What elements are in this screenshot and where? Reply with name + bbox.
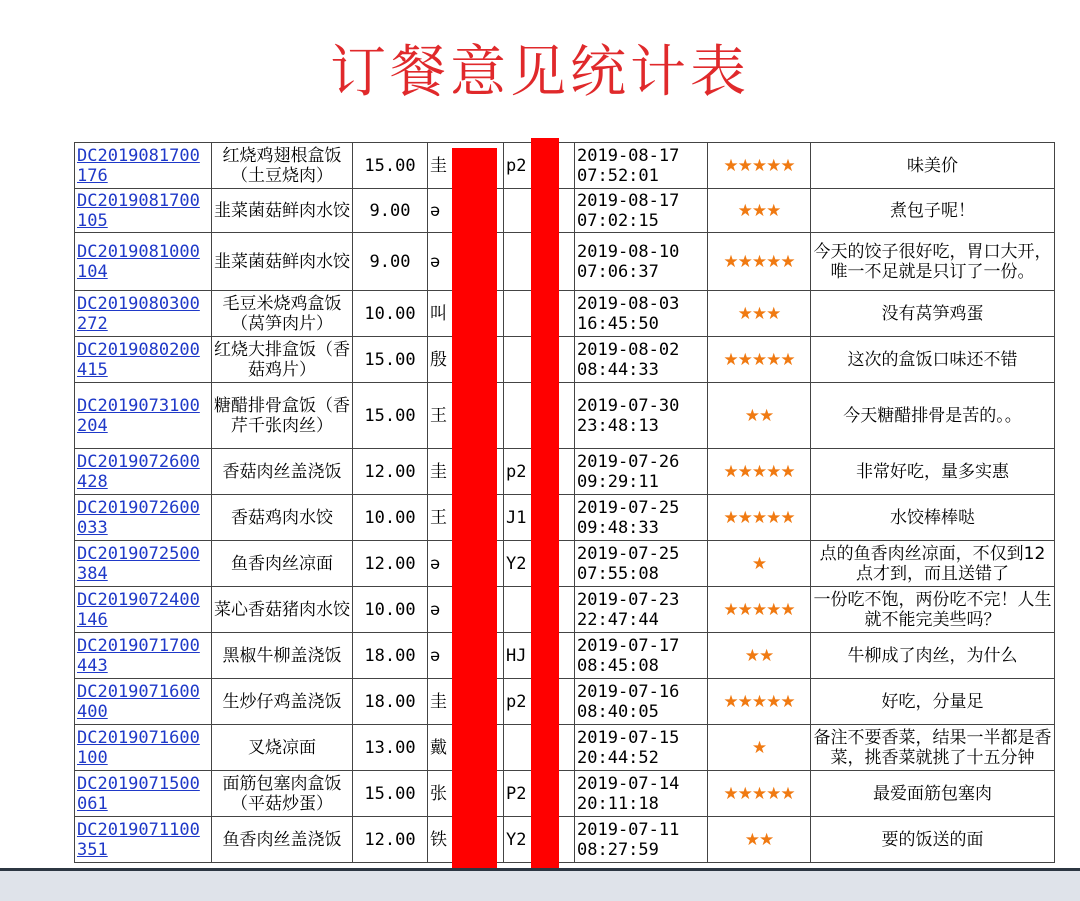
order-id-cell xyxy=(75,771,212,817)
table-row xyxy=(75,587,1055,633)
comment-text: 好吃，分量足 xyxy=(811,679,1055,725)
dish-name: 黑椒牛柳盖浇饭 xyxy=(212,633,353,679)
star-rating: ★★★★★ xyxy=(708,449,811,495)
price: 18.00 xyxy=(353,679,428,725)
order-id-link[interactable]: DC2019071600400 xyxy=(77,681,200,722)
table-row xyxy=(75,633,1055,679)
order-id-cell xyxy=(75,449,212,495)
star-rating: ★★★★★ xyxy=(708,233,811,291)
comment-text: 牛柳成了肉丝，为什么 xyxy=(811,633,1055,679)
table-row xyxy=(75,143,1055,189)
order-date: 2019-07-26 xyxy=(577,451,680,472)
customer-phone: Y2 xyxy=(504,541,575,587)
order-id-cell xyxy=(75,189,212,233)
customer-name: 戴 xyxy=(428,725,504,771)
table-row xyxy=(75,449,1055,495)
order-id-link[interactable]: DC2019071100351 xyxy=(77,819,200,860)
window-bottom-edge xyxy=(0,868,1080,901)
customer-name: ə xyxy=(428,633,504,679)
order-clock: 07:06:37 xyxy=(577,261,659,282)
order-id-cell xyxy=(75,291,212,337)
order-date: 2019-07-14 xyxy=(577,773,680,794)
order-date: 2019-07-17 xyxy=(577,635,680,656)
comment-text: 味美价 xyxy=(811,143,1055,189)
order-date: 2019-07-23 xyxy=(577,589,680,610)
customer-name: 王 xyxy=(428,495,504,541)
star-rating: ★★★★★ xyxy=(708,771,811,817)
order-date: 2019-08-10 xyxy=(577,241,680,262)
order-id-cell xyxy=(75,633,212,679)
order-time-cell xyxy=(575,337,708,383)
order-id-link[interactable]: DC2019080300272 xyxy=(77,293,200,334)
comment-text: 今天的饺子很好吃，胃口大开，唯一不足就是只订了一份。 xyxy=(811,233,1055,291)
table-row xyxy=(75,495,1055,541)
customer-phone: Y2 xyxy=(504,817,575,863)
order-time-cell xyxy=(575,725,708,771)
dish-name: 叉烧凉面 xyxy=(212,725,353,771)
price: 12.00 xyxy=(353,449,428,495)
order-clock: 09:48:33 xyxy=(577,517,659,538)
customer-name: ə xyxy=(428,189,504,233)
dish-name: 鱼香肉丝凉面 xyxy=(212,541,353,587)
order-date: 2019-07-16 xyxy=(577,681,680,702)
price: 10.00 xyxy=(353,291,428,337)
customer-name: ə xyxy=(428,587,504,633)
order-id-cell xyxy=(75,143,212,189)
table-row xyxy=(75,725,1055,771)
order-id-cell xyxy=(75,541,212,587)
table-row xyxy=(75,679,1055,725)
customer-name: ə xyxy=(428,233,504,291)
order-time-cell xyxy=(575,771,708,817)
customer-phone: p2 xyxy=(504,679,575,725)
page-title: 订餐意见统计表 xyxy=(330,40,750,105)
table-row xyxy=(75,233,1055,291)
customer-name: 王 xyxy=(428,383,504,449)
comment-text: 点的鱼香肉丝凉面，不仅到12点才到，而且送错了 xyxy=(811,541,1055,587)
customer-phone: p2 xyxy=(504,143,575,189)
table-row xyxy=(75,541,1055,587)
order-id-cell xyxy=(75,725,212,771)
comment-text: 今天糖醋排骨是苦的。。 xyxy=(811,383,1055,449)
star-rating: ★ xyxy=(708,725,811,771)
comment-text: 非常好吃，量多实惠 xyxy=(811,449,1055,495)
order-id-cell xyxy=(75,233,212,291)
star-rating: ★★ xyxy=(708,383,811,449)
customer-name: 叫 xyxy=(428,291,504,337)
price: 15.00 xyxy=(353,771,428,817)
customer-name: ə xyxy=(428,541,504,587)
order-id-cell xyxy=(75,587,212,633)
table-row xyxy=(75,189,1055,233)
order-id-cell xyxy=(75,817,212,863)
comment-text: 要的饭送的面 xyxy=(811,817,1055,863)
customer-name: 殷 xyxy=(428,337,504,383)
dish-name: 香菇肉丝盖浇饭 xyxy=(212,449,353,495)
comment-text: 一份吃不饱，两份吃不完！人生就不能完美些吗？ xyxy=(811,587,1055,633)
order-id-link[interactable]: DC2019072600428 xyxy=(77,451,200,492)
star-rating: ★★★ xyxy=(708,291,811,337)
dish-name: 面筋包塞肉盒饭（平菇炒蛋） xyxy=(212,771,353,817)
dish-name: 红烧大排盒饭（香菇鸡片） xyxy=(212,337,353,383)
order-clock: 22:47:44 xyxy=(577,609,659,630)
order-id-link[interactable]: DC2019081700105 xyxy=(77,190,200,231)
table-row xyxy=(75,771,1055,817)
feedback-table xyxy=(74,142,1055,863)
order-time-cell xyxy=(575,495,708,541)
order-clock: 20:11:18 xyxy=(577,793,659,814)
star-rating: ★ xyxy=(708,541,811,587)
price: 15.00 xyxy=(353,337,428,383)
order-time-cell xyxy=(575,587,708,633)
order-time-cell xyxy=(575,449,708,495)
order-date: 2019-08-17 xyxy=(577,190,680,211)
order-clock: 20:44:52 xyxy=(577,747,659,768)
star-rating: ★★★★★ xyxy=(708,143,811,189)
customer-phone: J1 xyxy=(504,495,575,541)
dish-name: 韭菜菌菇鲜肉水饺 xyxy=(212,189,353,233)
order-date: 2019-07-25 xyxy=(577,543,680,564)
dish-name: 鱼香肉丝盖浇饭 xyxy=(212,817,353,863)
customer-name: 圭 xyxy=(428,679,504,725)
order-time-cell xyxy=(575,291,708,337)
order-date: 2019-07-30 xyxy=(577,395,680,416)
price: 9.00 xyxy=(353,233,428,291)
redaction-bar-name xyxy=(452,148,497,868)
order-id-cell xyxy=(75,679,212,725)
order-time-cell xyxy=(575,679,708,725)
order-date: 2019-07-15 xyxy=(577,727,680,748)
price: 9.00 xyxy=(353,189,428,233)
dish-name: 韭菜菌菇鲜肉水饺 xyxy=(212,233,353,291)
order-clock: 08:44:33 xyxy=(577,359,659,380)
order-time-cell xyxy=(575,233,708,291)
customer-name: 圭 xyxy=(428,143,504,189)
price: 12.00 xyxy=(353,541,428,587)
star-rating: ★★ xyxy=(708,633,811,679)
order-id-link[interactable]: DC2019071600100 xyxy=(77,727,200,768)
customer-name: 铁 xyxy=(428,817,504,863)
order-date: 2019-07-11 xyxy=(577,819,680,840)
order-id-link[interactable]: DC2019081700176 xyxy=(77,145,200,186)
order-time-cell xyxy=(575,817,708,863)
star-rating: ★★★★★ xyxy=(708,495,811,541)
order-clock: 16:45:50 xyxy=(577,313,659,334)
order-date: 2019-08-17 xyxy=(577,145,680,166)
comment-text: 这次的盒饭口味还不错 xyxy=(811,337,1055,383)
dish-name: 生炒仔鸡盖浇饭 xyxy=(212,679,353,725)
order-clock: 07:52:01 xyxy=(577,165,659,186)
comment-text: 备注不要香菜，结果一半都是香菜，挑香菜就挑了十五分钟 xyxy=(811,725,1055,771)
price: 18.00 xyxy=(353,633,428,679)
order-id-link[interactable]: DC2019072400146 xyxy=(77,589,200,630)
order-time-cell xyxy=(575,143,708,189)
star-rating: ★★★★★ xyxy=(708,337,811,383)
order-clock: 08:27:59 xyxy=(577,839,659,860)
star-rating: ★★★★★ xyxy=(708,587,811,633)
customer-name: 圭 xyxy=(428,449,504,495)
order-id-cell xyxy=(75,337,212,383)
dish-name: 红烧鸡翅根盒饭（土豆烧肉） xyxy=(212,143,353,189)
price: 12.00 xyxy=(353,817,428,863)
customer-phone: P2 xyxy=(504,771,575,817)
order-date: 2019-07-25 xyxy=(577,497,680,518)
table-row xyxy=(75,383,1055,449)
order-id-link[interactable]: DC2019072600033 xyxy=(77,497,200,538)
comment-text: 没有莴笋鸡蛋 xyxy=(811,291,1055,337)
price: 10.00 xyxy=(353,495,428,541)
order-id-link[interactable]: DC2019071500061 xyxy=(77,773,200,814)
order-time-cell xyxy=(575,633,708,679)
order-time-cell xyxy=(575,541,708,587)
order-clock: 08:40:05 xyxy=(577,701,659,722)
order-id-link[interactable]: DC2019080200415 xyxy=(77,339,200,380)
table-row xyxy=(75,291,1055,337)
dish-name: 菜心香菇猪肉水饺 xyxy=(212,587,353,633)
comment-text: 水饺棒棒哒 xyxy=(811,495,1055,541)
order-time-cell xyxy=(575,383,708,449)
customer-phone: p2 xyxy=(504,449,575,495)
order-clock: 08:45:08 xyxy=(577,655,659,676)
comment-text: 最爱面筋包塞肉 xyxy=(811,771,1055,817)
dish-name: 毛豆米烧鸡盒饭（莴笋肉片） xyxy=(212,291,353,337)
order-time-cell xyxy=(575,189,708,233)
order-id-cell xyxy=(75,383,212,449)
price: 15.00 xyxy=(353,383,428,449)
order-id-link[interactable]: DC2019073100204 xyxy=(77,395,200,436)
order-clock: 23:48:13 xyxy=(577,415,659,436)
order-id-cell xyxy=(75,495,212,541)
table-row xyxy=(75,337,1055,383)
comment-text: 煮包子呢！ xyxy=(811,189,1055,233)
order-id-link[interactable]: DC2019072500384 xyxy=(77,543,200,584)
table-row xyxy=(75,817,1055,863)
star-rating: ★★★ xyxy=(708,189,811,233)
star-rating: ★★ xyxy=(708,817,811,863)
customer-name: 张 xyxy=(428,771,504,817)
dish-name: 糖醋排骨盒饭（香芹千张肉丝） xyxy=(212,383,353,449)
customer-phone: HJ xyxy=(504,633,575,679)
order-date: 2019-08-03 xyxy=(577,293,680,314)
order-id-link[interactable]: DC2019081000104 xyxy=(77,241,200,282)
dish-name: 香菇鸡肉水饺 xyxy=(212,495,353,541)
order-date: 2019-08-02 xyxy=(577,339,680,360)
order-clock: 09:29:11 xyxy=(577,471,659,492)
order-clock: 07:55:08 xyxy=(577,563,659,584)
redaction-bar-phone xyxy=(531,138,559,874)
order-id-link[interactable]: DC2019071700443 xyxy=(77,635,200,676)
price: 10.00 xyxy=(353,587,428,633)
price: 15.00 xyxy=(353,143,428,189)
price: 13.00 xyxy=(353,725,428,771)
order-clock: 07:02:15 xyxy=(577,210,659,231)
star-rating: ★★★★★ xyxy=(708,679,811,725)
